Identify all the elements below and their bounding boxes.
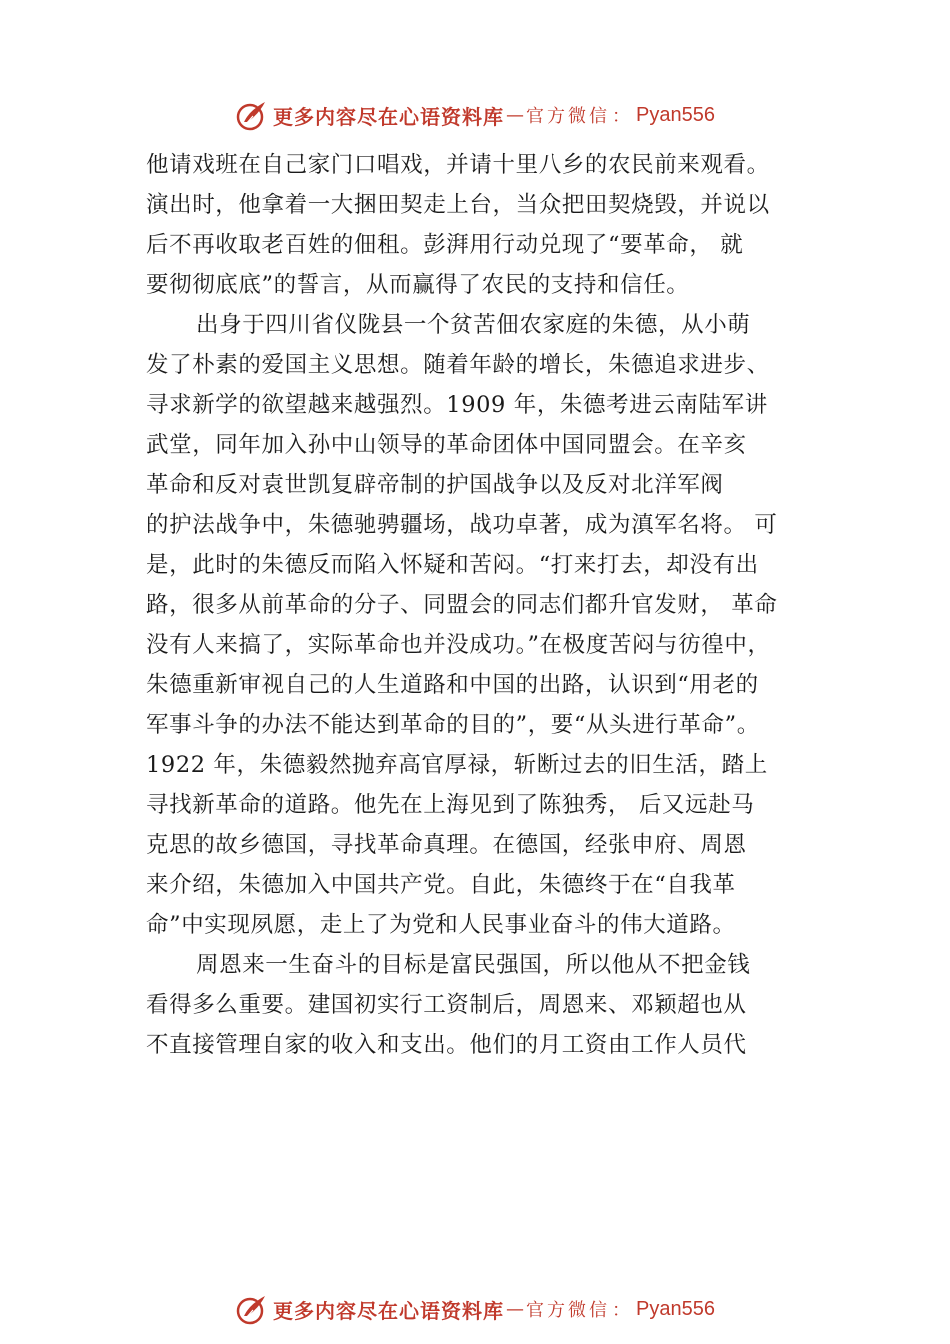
text-line: 军事斗争的办法不能达到革命的目的”，要“从头进行革命”。 (146, 712, 760, 738)
separator-dash: — (506, 104, 525, 126)
wechat-account: Pyan556 (636, 103, 715, 126)
brand-name: 更多内容尽在心语资料库 (273, 104, 505, 129)
quill-logo-icon (235, 98, 269, 132)
text-line: 路，很多从前革命的分子、同盟会的同志们都升官发财， 革命 (146, 592, 778, 618)
text-line: 来介绍，朱德加入中国共产党。自此，朱德终于在“自我革 (146, 872, 736, 898)
text-line: 寻找新革命的道路。他先在上海见到了陈独秀， 后又远赴马 (146, 792, 755, 818)
text-line: 革命和反对袁世凯复辟帝制的护国战争以及反对北洋军阀 (146, 472, 724, 498)
text-line: 是，此时的朱德反而陷入怀疑和苦闷。“打来打去，却没有出 (146, 552, 759, 578)
text-line: 克思的故乡德国，寻找革命真理。在德国，经张申府、周恩 (146, 832, 747, 858)
text-line: 没有人来搞了，实际革命也并没成功。”在极度苦闷与彷徨中， (146, 632, 771, 658)
text-line: 后不再收取老百姓的佃租。彭湃用行动兑现了“要革命， 就 (146, 232, 744, 258)
text-line: 演出时，他拿着一大捆田契走上台，当众把田契烧毁，并说以 (146, 192, 770, 218)
separator-dash: — (506, 1298, 525, 1320)
colon: ： (612, 1300, 631, 1321)
text-line: 的护法战争中，朱德驰骋疆场，战功卓著，成为滇军名将。 可 (146, 512, 778, 538)
colon: ： (612, 106, 631, 127)
brand-name: 更多内容尽在心语资料库 (273, 1298, 505, 1323)
header-banner (0, 95, 950, 135)
wechat-label: 官方微信 (526, 1300, 611, 1321)
text-line: 朱德重新审视自己的人生道路和中国的出路，认识到“用老的 (146, 672, 759, 698)
text-line: 发了朴素的爱国主义思想。随着年龄的增长，朱德追求进步、 (146, 352, 770, 378)
text-line: 他请戏班在自己家门口唱戏，并请十里八乡的农民前来观看。 (146, 152, 770, 178)
text-line: 寻求新学的欲望越来越强烈。1909 年，朱德考进云南陆军讲 (146, 392, 768, 418)
wechat-account: Pyan556 (636, 1297, 715, 1320)
footer-banner (0, 1289, 950, 1329)
wechat-label: 官方微信 (526, 106, 611, 127)
text-line: 不直接管理自家的收入和支出。他们的月工资由工作人员代 (146, 1032, 747, 1058)
text-line: 要彻彻底底”的誓言，从而赢得了农民的支持和信任。 (146, 272, 690, 298)
paragraph-start-line: 出身于四川省仪陇县一个贫苦佃农家庭的朱德，从小萌 (196, 312, 751, 338)
text-line: 看得多么重要。建国初实行工资制后，周恩来、邓颖超也从 (146, 992, 747, 1018)
text-line: 武堂，同年加入孙中山领导的革命团体中国同盟会。在辛亥 (146, 432, 747, 458)
document-body (146, 145, 846, 1065)
text-line: 命”中实现夙愿，走上了为党和人民事业奋斗的伟大道路。 (146, 912, 736, 938)
quill-logo-icon (235, 1292, 269, 1326)
text-line: 1922 年，朱德毅然抛弃高官厚禄，斩断过去的旧生活，踏上 (146, 752, 768, 778)
paragraph-start-line: 周恩来一生奋斗的目标是富民强国，所以他从不把金钱 (196, 952, 751, 978)
